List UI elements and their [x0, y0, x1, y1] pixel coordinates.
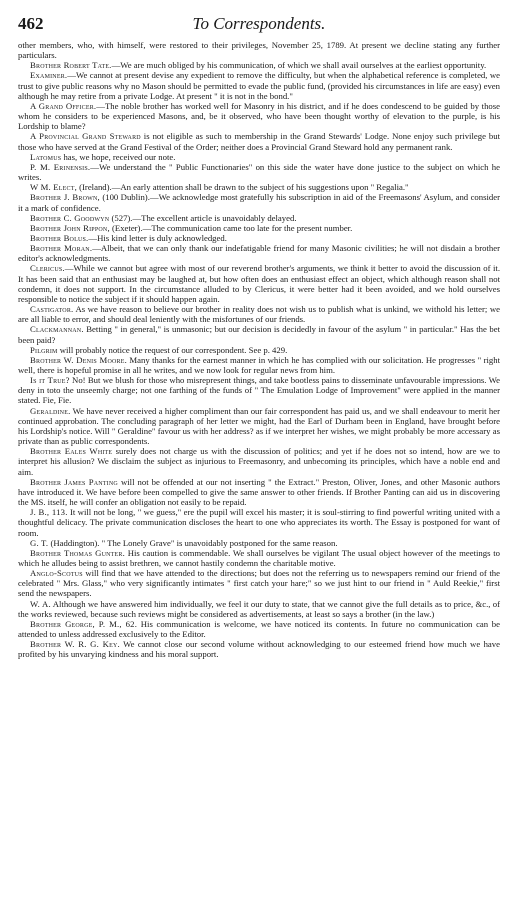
- notice-text: No! But we blush for those who misrepresent things, and take bootless pains to disseminate unfavourable impressions. We deny in toto the unseemly charge; not one farthing of the funds of " The Emulation Lodge of Improvement" were applied in the manner stated. Fie, Fie.: [18, 375, 500, 406]
- correspondent-notice: [18, 639, 500, 659]
- correspondent-name: Brother C. Goodwyn: [30, 212, 110, 223]
- notice-text: will not be offended at our not inserting " the Extract." Preston, Oliver, Jones, and other Masonic authors have introduced it. We have before been compelled to give the same answer to other friends. If Brother Panting can aid us in discovering the MS. itself, he will confer an obligation not easily to be repaid.: [18, 476, 500, 508]
- correspondent-notice: [18, 70, 500, 100]
- correspondent-name: Brother George, P. M., 62.: [30, 618, 138, 629]
- correspondent-notice: [18, 152, 500, 162]
- correspondent-notice: [18, 507, 500, 537]
- correspondent-name: Anglo-Scotus: [30, 568, 83, 579]
- notice-text: Betting " in general," is unmasonic; but our decision is decidedly in favour of the asylum " in particular." Has the bet been paid?: [18, 324, 500, 345]
- page-header: [18, 14, 500, 36]
- page-number: 462: [18, 14, 44, 33]
- correspondent-name: Brother Bolus.: [30, 232, 89, 243]
- correspondent-name: W M. Elect,: [30, 182, 77, 193]
- correspondent-notice: [18, 60, 500, 70]
- notice-text: has, we hope, received our note.: [61, 151, 176, 162]
- notice-text: other members, who, with himself, were restored to their privileges, November 25, 1789. At present we decline stating any further particulars.: [18, 40, 500, 61]
- correspondent-name: Examiner.: [30, 70, 68, 81]
- correspondent-notice: [18, 131, 500, 151]
- correspondent-name: J. B., 113.: [30, 507, 68, 518]
- correspondent-name: Latomus: [30, 151, 62, 162]
- notice-text: It will not be long, " we guess," ere the pupil will excel his master; it is soul-stirring to find powerful writing united with a thoughtful delicacy. The private communication discloses the heart to one who appreciates its worth. The Essay is postponed for want of room.: [18, 507, 500, 538]
- notice-text: —We understand the " Public Functionaries" on this side the water have done justice to the subject on which he writes.: [18, 161, 501, 183]
- running-title: To Correspondents.: [192, 14, 326, 33]
- correspondent-notice: [18, 355, 500, 375]
- correspondent-notice: [18, 538, 500, 548]
- notice-text: —We are much obliged by his communication, of which we shall avail ourselves at the earliest opportunity.: [111, 60, 487, 71]
- notice-text: We cannot close our second volume without acknowledging to our esteemed friend how much we have profited by his unvarying kindness and his moral support.: [18, 639, 500, 660]
- notice-text: will find that we have attended to the directions; but does not the referring us to newspapers remind our friend of the celebrated " Mrs. Glass," who very significantly intimates " first catch your hare;" so we just hint to our friend in " Auld Reekie," first send the newspapers.: [18, 568, 500, 599]
- notice-text: is not eligible as such to membership in the Grand Stewards' Lodge. None enjoy such privilege but those who have served at the Grand Festival of the Order; neither does a Provincial Grand Steward hold any permanent rank.: [18, 131, 500, 152]
- correspondent-name: Brother W. Denis Moore.: [30, 354, 127, 365]
- correspondent-name: P. M. Erinensis.: [30, 161, 91, 172]
- notice-text: Many thanks for the earnest manner in which he has complied with our solicitation. He progresses " right well, there is hopeful promise in all he writes, and we now look for regular news from him.: [18, 354, 500, 375]
- notice-text: (Haddington). " The Lonely Grave" is unavoidably postponed for the same reason.: [48, 537, 338, 548]
- correspondent-name: Brother W. R. G. Key.: [30, 639, 120, 650]
- correspondent-name: Brother James Panting: [30, 476, 118, 487]
- correspondent-notice: [18, 213, 500, 223]
- correspondent-name: Is it True?: [30, 375, 70, 386]
- correspondent-name: G. T.: [30, 537, 49, 548]
- notice-text: (527).—The excellent article is unavoidably delayed.: [109, 212, 297, 223]
- correspondent-notice: [18, 162, 500, 182]
- correspondent-notice: [18, 324, 500, 344]
- notice-text: (100 Dublin).—We acknowledge most gratefully his subscription in aid of the Freemasons' Asylum, and consider it a mark of confidence.: [18, 192, 500, 213]
- correspondent-name: Castigator.: [30, 304, 74, 315]
- correspondent-notice: [18, 304, 500, 324]
- notice-text: —Albeit, that we can only thank our indefatigable friend for many Masonic civilities; he will not disdain a brother editor's acknowledgments.: [18, 243, 500, 264]
- notice-text: We have never received a higher compliment than our fair correspondent has paid us, and we shall endeavour to merit her continued approbation. The concluding paragraph of her letter we might, had the Earl of Durham been in England, have brought before his Lordship's notice. Will " Geraldine" favour us with her address? as if we interpret her wishes, we might probably be more accessary as private than as public correspondents.: [18, 405, 500, 447]
- correspondent-name: A Grand Officer.: [30, 100, 97, 111]
- correspondent-notice: [18, 182, 500, 192]
- notice-text: (Ireland).—An early attention shall be drawn to the subject of his suggestions upon " Regalia.": [76, 182, 409, 193]
- correspondent-notice: [18, 192, 500, 212]
- notice-text: will probably notice the request of our correspondent. See p. 429.: [57, 344, 288, 355]
- notice-text: —The noble brother has worked well for Masonry in his district, and if he does condescend to be guided by those whom he considers to be experienced Masons, and, be it observed, who have been thought worthy of elevation to the purple, is his Lordship to blame?: [18, 100, 500, 132]
- notice-text: His communication is welcome, we have noticed its contents. In future no communication can be attended to unless addressed exclusively to the Editor.: [18, 618, 500, 640]
- notice-text: (Exeter).—The communication came too late for the present number.: [109, 222, 353, 233]
- notice-text: Although we have answered him individually, we feel it our duty to state, that we cannot give the full details as to price, &c., of the works reviewed, because such reviews might be considered as advertisements, at least so says a brother (in the law.): [18, 598, 500, 619]
- correspondent-notice: [18, 223, 500, 233]
- correspondent-notice: [18, 548, 500, 568]
- correspondent-name: Brother Eales White: [30, 446, 113, 457]
- correspondent-name: Brother J. Brown,: [30, 192, 100, 203]
- correspondent-name: Brother Moran.: [30, 243, 93, 254]
- correspondent-notice: [18, 263, 500, 304]
- correspondent-name: A Provincial Grand Steward: [30, 131, 141, 142]
- notice-text: —While we cannot but agree with most of our reverend brother's arguments, we think it better to avoid the discussion of it. It has been said that an enthusiast may be laughed at, but how often does an enthusiast effect an object, which although reason shall not condemn, it does not support. In the circumstance alluded to by Clericus, it were better had it been avoided, and we hold ourselves responsible to notice the subject if it should happen again.: [18, 263, 500, 304]
- correspondent-name: Pilgrim: [30, 344, 58, 355]
- correspondent-name: Brother John Rippon,: [30, 222, 110, 233]
- correspondent-name: Clackmannan.: [30, 324, 84, 335]
- correspondent-notice: [18, 619, 500, 639]
- correspondent-name: W. A.: [30, 598, 51, 609]
- correspondent-notice: [18, 406, 500, 447]
- notice-text: His caution is commendable. We shall ourselves be vigilant The usual object however of the meetings to which he alludes being to assist brethren, we cannot hastily condemn the charitable motive.: [18, 547, 500, 568]
- correspondent-notice: [18, 568, 500, 598]
- correspondence-notices: [18, 40, 500, 660]
- correspondent-notice: [18, 233, 500, 243]
- correspondent-name: Geraldine.: [30, 405, 71, 416]
- correspondent-notice: [18, 243, 500, 263]
- notice-text: surely does not charge us with the discussion of politics; and yet if he does not so intend, how are we to interpret his allusion? We disclaim the subject as injurious to Freemasonry, and unbecoming its principles, which have a noble end and aim.: [18, 446, 501, 477]
- correspondent-notice: [18, 477, 500, 507]
- correspondent-notice: [18, 446, 500, 476]
- correspondent-name: Brother Thomas Gunter.: [30, 547, 125, 558]
- correspondent-name: Brother Robert Tate.: [30, 60, 112, 71]
- correspondent-notice: [18, 375, 500, 405]
- correspondent-notice: [18, 345, 500, 355]
- notice-text: —His kind letter is duly acknowledged.: [88, 232, 227, 243]
- correspondent-notice: [18, 101, 500, 131]
- notice-text: As we have reason to believe our brother in reality does not wish us to publish what is unkind, we withold his letter; we are all liable to error, and should deal leniently with the misfortunes of our friends.: [18, 304, 500, 325]
- notice-text: —We cannot at present devise any expedient to remove the difficulty, but when the alphabetical reference is completed, we trust to give public reasons why no Mason should be permitted to evade the public fund, (provided his circumstances in life are easy) even although he may retire from a private Lodge. At present " it is not in the bond.": [18, 70, 500, 101]
- correspondent-notice: [18, 40, 500, 60]
- correspondent-name: Clericus.: [30, 263, 65, 274]
- correspondent-notice: [18, 599, 500, 619]
